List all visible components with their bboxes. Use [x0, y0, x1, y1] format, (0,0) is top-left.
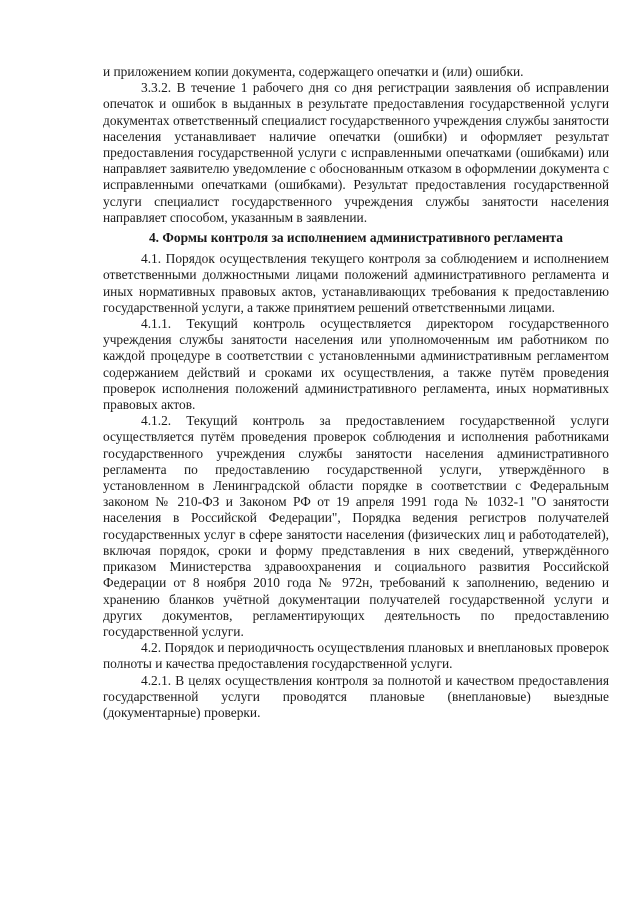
paragraph-3-3-2: 3.3.2. В течение 1 рабочего дня со дня регистрации заявления об исправлении опечаток и ошибок в выданных в результате предоставления государственной услуги документах ответственный специалист государственного учреждения службы занятости населения устанавливает наличие опечатки (ошибки) и оформляет результат предоставления государственной услуги с исправленными опечатками (ошибками) или направляет заявителю уведомление с обоснованным отказом в оформлении документа с исправленными опечатками (ошибками). Результат предоставления государственной услуги специалист государственного учреждения службы занятости населения направляет способом, указанным в заявлении. — [103, 80, 609, 225]
section-heading: 4. Формы контроля за исполнением административного регламента — [148, 230, 563, 246]
paragraph-4-1-1: 4.1.1. Текущий контроль осуществляется директором государственного учреждения службы занятости населения или уполномоченным им работником по каждой процедуре в соответствии с установленными административным регламентом содержанием действий и сроками их осуществления, а также путём проведения проверок исполнения положений административного регламента, иных нормативных правовых актов. — [103, 316, 609, 413]
document-body — [103, 64, 609, 721]
paragraph-4-1: 4.1. Порядок осуществления текущего контроля за соблюдением и исполнением ответственными должностными лицами положений административного регламента и иных нормативных правовых актов, устанавливающих требования к предоставлению государственной услуги, а также принятием решений ответственными лицами. — [103, 251, 609, 315]
paragraph-continuation: и приложением копии документа, содержащего опечатки и (или) ошибки. — [103, 64, 524, 79]
paragraph-4-2-1: 4.2.1. В целях осуществления контроля за полнотой и качеством предоставления государственной услуги проводятся плановые (внеплановые) выездные (документарные) проверки. — [103, 672, 609, 720]
paragraph-4-2: 4.2. Порядок и периодичность осуществления плановых и внеплановых проверок полноты и качества предоставления государственной услуги. — [103, 640, 609, 672]
paragraph-4-1-2: 4.1.2. Текущий контроль за предоставлением государственной услуги осуществляется путём проведения проверок соблюдения и исполнения работниками государственного учреждения службы занятости населения административного регламента по предоставлению государственной услуги, утверждённого в установленном в Ленинградской области порядке в соответствии с Федеральным законом № 210-ФЗ и Законом РФ от 19 апреля 1991 года № 1032-1 "О занятости населения в Российской Федерации", Порядка ведения регистров получателей государственных услуг в сфере занятости населения (физических лиц и работодателей), включая порядок, сроки и форму представления в них сведений, утверждённого приказом Министерства здравоохранения и социального развития Российской Федерации от 8 ноября 2010 года № 972н, требований к заполнению, ведению и хранению бланков учётной документации получателей государственной услуги и других документов, регламентирующих деятельность по предоставлению государственной услуги. — [103, 413, 609, 639]
